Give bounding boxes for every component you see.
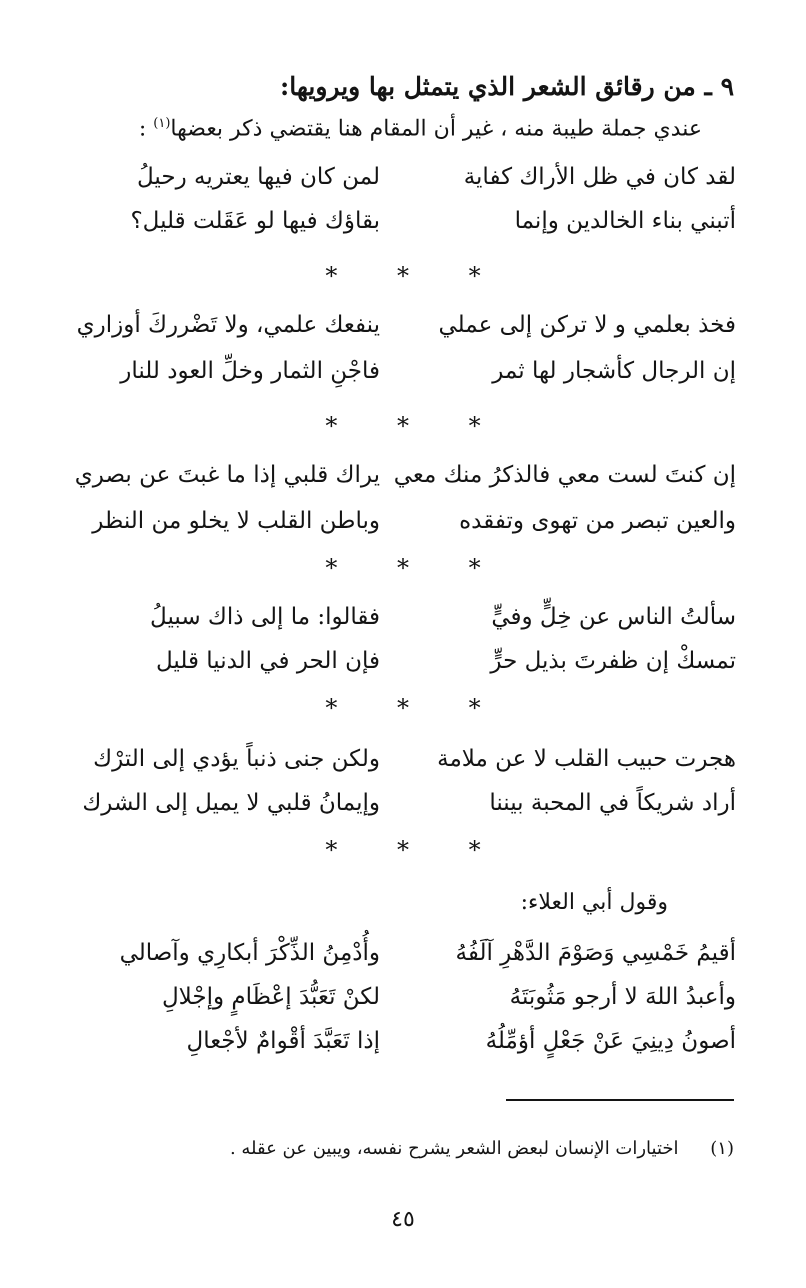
verse-second-hemistich: وإيمانُ قلبي لا يميل إلى الشرك — [82, 790, 380, 816]
verse — [70, 508, 736, 550]
verse — [70, 790, 736, 832]
verse — [70, 164, 736, 206]
footnote-text: اختيارات الإنسان لبعض الشعر يشرح نفسه، ويبين عن عقله . — [229, 1138, 679, 1159]
verse — [70, 208, 736, 250]
verse — [70, 462, 736, 504]
verse-first-hemistich: أقيمُ خَمْسِي وَصَوْمَ الدَّهْرِ آلَفُهُ — [455, 940, 736, 966]
stanza-separator: * * * — [325, 554, 507, 582]
verse — [70, 604, 736, 646]
verse-second-hemistich: ينفعك علمي، ولا تَضْرركَ أوزاري — [76, 312, 380, 338]
verse-first-hemistich: فخذ بعلمي و لا تركن إلى عملي — [438, 312, 736, 338]
verse-first-hemistich: هجرت حبيب القلب لا عن ملامة — [437, 746, 736, 772]
verse-second-hemistich: إذا تَعَبَّدَ أقْوامٌ لأجْعالِ — [186, 1028, 380, 1054]
verse-second-hemistich: ولكن جنى ذنباً يؤدي إلى الترْك — [93, 746, 380, 772]
verse-second-hemistich: يراك قلبي إذا ما غبتَ عن بصري — [74, 462, 380, 488]
verse-second-hemistich: فقالوا: ما إلى ذاك سبيلُ — [150, 604, 380, 630]
verse-second-hemistich: فاجْنِ الثمار وخلِّ العود للنار — [120, 358, 380, 384]
verse-first-hemistich: إن الرجال كأشجار لها ثمر — [492, 358, 736, 384]
verse — [70, 1028, 736, 1070]
intro-colon: : — [138, 116, 147, 142]
verse-first-hemistich: تمسكْ إن ظفرتَ بذيل حرٍّ — [490, 648, 736, 674]
verse-first-hemistich: أصونُ دِينِيَ عَنْ جَعْلٍ أؤمِّلُهُ — [485, 1028, 736, 1054]
verse — [70, 648, 736, 690]
verse-second-hemistich: وباطن القلب لا يخلو من النظر — [92, 508, 380, 534]
verse-first-hemistich: إن كنتَ لست معي فالذكرُ منك معي — [393, 462, 736, 488]
verse-first-hemistich: سألتُ الناس عن خِلٍّ وفيٍّ — [491, 604, 736, 630]
verse-second-hemistich: بقاؤك فيها لو عَقَلت قليل؟ — [130, 208, 380, 234]
verse-first-hemistich: وأعبدُ اللهَ لا أرجو مَثُوبَتَهُ — [509, 984, 736, 1010]
verse-second-hemistich: وأُدْمِنُ الذِّكْرَ أبكارِي وآصالي — [119, 940, 380, 966]
footnote-divider — [506, 1099, 734, 1101]
footnote-number: (١) — [710, 1138, 734, 1159]
verse — [70, 746, 736, 788]
section-heading: ٩ ـ من رقائق الشعر الذي يتمثل بها ويرويها: — [280, 72, 734, 101]
stanza-separator: * * * — [325, 836, 507, 864]
page-number: ٤٥ — [391, 1207, 415, 1232]
verse-second-hemistich: لكنْ تَعَبُّدَ إعْظَامٍ وإجْلالِ — [161, 984, 380, 1010]
stanza-separator: * * * — [325, 262, 507, 290]
abu-alala-intro: وقول أبي العلاء: — [520, 890, 668, 915]
intro-text: عندي جملة طيبة منه ، غير أن المقام هنا يقتضي ذكر بعضها — [170, 116, 702, 142]
verse — [70, 358, 736, 400]
stanza-separator: * * * — [325, 412, 507, 440]
verse-first-hemistich: أتبني بناء الخالدين وإنما — [514, 208, 736, 234]
verse-first-hemistich: أراد شريكاً في المحبة بيننا — [489, 790, 736, 816]
footnote-reference: (١) — [153, 116, 171, 131]
verse — [70, 984, 736, 1026]
verse-first-hemistich: لقد كان في ظل الأراك كفاية — [463, 164, 736, 190]
verse-first-hemistich: والعين تبصر من تهوى وتفقده — [459, 508, 736, 534]
verse-second-hemistich: فإن الحر في الدنيا قليل — [155, 648, 380, 674]
verse — [70, 312, 736, 354]
footnote — [230, 1138, 734, 1159]
verse-second-hemistich: لمن كان فيها يعتريه رحيلُ — [137, 164, 380, 190]
intro-line — [68, 116, 702, 156]
stanza-separator: * * * — [325, 694, 507, 722]
verse — [70, 940, 736, 982]
